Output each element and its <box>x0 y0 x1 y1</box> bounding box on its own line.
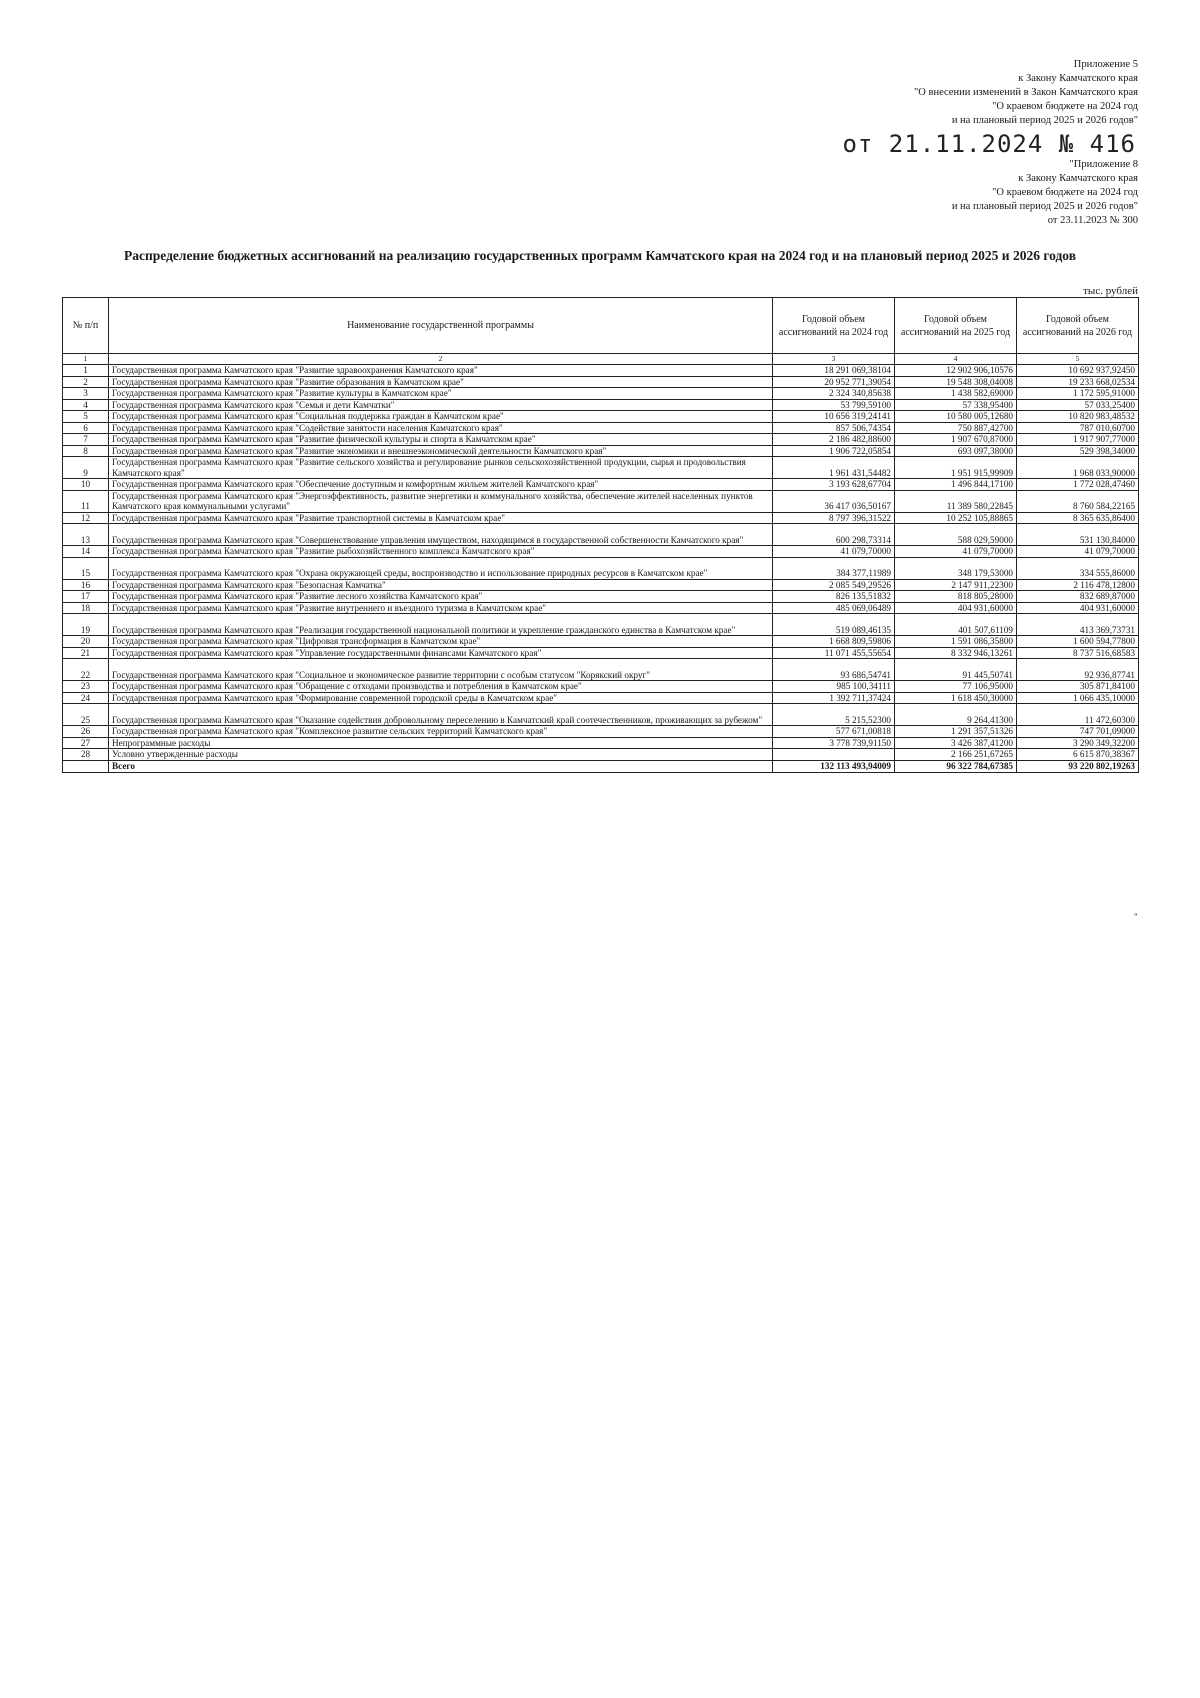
amount-2024: 3 778 739,91150 <box>773 737 895 749</box>
program-name: Государственная программа Камчатского края "Развитие транспортной системы в Камчатском крае" <box>109 512 773 524</box>
original-appendix-header-line: и на плановый период 2025 и 2026 годов" <box>951 201 1138 212</box>
total-2025: 96 322 784,67385 <box>895 760 1017 772</box>
amount-2025: 1 591 086,35800 <box>895 636 1017 648</box>
amount-2026: 832 689,87000 <box>1017 591 1139 603</box>
programs-table <box>62 297 1139 773</box>
amount-2024: 1 392 711,37424 <box>773 692 895 704</box>
amount-2026: 404 931,60000 <box>1017 602 1139 614</box>
amount-2025: 1 291 357,51326 <box>895 726 1017 738</box>
program-name: Непрограммные расходы <box>109 737 773 749</box>
original-appendix-header <box>952 158 1138 228</box>
amount-2026: 413 369,73731 <box>1017 614 1139 636</box>
table-row <box>63 365 1139 377</box>
amount-2025: 8 332 946,13261 <box>895 647 1017 659</box>
amount-2026: 1 600 594,77800 <box>1017 636 1139 648</box>
amount-2025: 2 147 911,22300 <box>895 579 1017 591</box>
appendix-header-line: Приложение 5 <box>1073 59 1138 70</box>
row-number: 17 <box>63 591 109 603</box>
program-name: Государственная программа Камчатского края "Развитие лесного хозяйства Камчатского края" <box>109 591 773 603</box>
program-name: Государственная программа Камчатского края "Комплексное развитие сельских территорий Камчатского края" <box>109 726 773 738</box>
amount-2025: 1 438 582,69000 <box>895 388 1017 400</box>
row-number: 28 <box>63 749 109 761</box>
program-name: Государственная программа Камчатского края "Совершенствование управления имуществом, находящимся в государственной собственности Камчатского края" <box>109 524 773 546</box>
program-name: Условно утвержденные расходы <box>109 749 773 761</box>
program-name: Государственная программа Камчатского края "Социальная поддержка граждан в Камчатском крае" <box>109 411 773 423</box>
amount-2024: 985 100,34111 <box>773 681 895 693</box>
total-2026: 93 220 802,19263 <box>1017 760 1139 772</box>
amount-2025: 91 445,50741 <box>895 659 1017 681</box>
amount-2024: 1 668 809,59806 <box>773 636 895 648</box>
amount-2024: 18 291 069,38104 <box>773 365 895 377</box>
amount-2024: 93 686,54741 <box>773 659 895 681</box>
table-body <box>63 365 1139 761</box>
program-name: Государственная программа Камчатского края "Формирование современной городской среды в Камчатском крае" <box>109 692 773 704</box>
amount-2025: 10 252 105,88865 <box>895 512 1017 524</box>
amount-2024: 600 298,73314 <box>773 524 895 546</box>
table-row <box>63 422 1139 434</box>
amount-2026: 10 692 937,92450 <box>1017 365 1139 377</box>
table-row <box>63 636 1139 648</box>
total-2024: 132 113 493,94009 <box>773 760 895 772</box>
amount-2026: 3 290 349,32200 <box>1017 737 1139 749</box>
amount-2024: 3 193 628,67704 <box>773 479 895 491</box>
amount-2024 <box>773 749 895 761</box>
column-index-row <box>63 354 1139 365</box>
row-number: 3 <box>63 388 109 400</box>
column-index: 5 <box>1017 354 1139 365</box>
amount-2026: 19 233 668,02534 <box>1017 376 1139 388</box>
row-number: 21 <box>63 647 109 659</box>
column-index: 1 <box>63 354 109 365</box>
amount-2025: 19 548 308,04008 <box>895 376 1017 388</box>
amount-2025: 348 179,53000 <box>895 557 1017 579</box>
row-number: 4 <box>63 399 109 411</box>
amount-2024: 10 656 319,24141 <box>773 411 895 423</box>
amount-2025: 2 166 251,67265 <box>895 749 1017 761</box>
program-name: Государственная программа Камчатского края "Оказание содействия добровольному переселению в Камчатский край соотечественников, проживающих за рубежом" <box>109 704 773 726</box>
appendix-header-line: "О внесении изменений в Закон Камчатского края <box>914 87 1138 98</box>
column-header-name: Наименование государственной программы <box>109 298 773 354</box>
amount-2026: 2 116 478,12800 <box>1017 579 1139 591</box>
appendix-header-line: "О краевом бюджете на 2024 год <box>992 101 1138 112</box>
row-number: 5 <box>63 411 109 423</box>
program-name: Государственная программа Камчатского края "Содействие занятости населения Камчатского края" <box>109 422 773 434</box>
amount-2024: 2 186 482,88600 <box>773 434 895 446</box>
program-name: Государственная программа Камчатского края "Обеспечение доступным и комфортным жильем жителей Камчатского края" <box>109 479 773 491</box>
amount-2025: 1 951 915,99909 <box>895 457 1017 479</box>
closing-quote-mark: " <box>1134 912 1138 922</box>
amount-2024: 485 069,06489 <box>773 602 895 614</box>
row-number: 9 <box>63 457 109 479</box>
table-row <box>63 557 1139 579</box>
amount-2026: 1 968 033,90000 <box>1017 457 1139 479</box>
original-appendix-header-line: от 23.11.2023 № 300 <box>1047 215 1138 226</box>
table-row <box>63 647 1139 659</box>
row-number: 22 <box>63 659 109 681</box>
program-name: Государственная программа Камчатского края "Развитие внутреннего и въездного туризма в Камчатском крае" <box>109 602 773 614</box>
column-header-2025: Годовой объем ассигнований на 2025 год <box>895 298 1017 354</box>
program-name: Государственная программа Камчатского края "Развитие экономики и внешнеэкономической деятельности Камчатского края" <box>109 445 773 457</box>
amount-2026: 531 130,84000 <box>1017 524 1139 546</box>
amount-2025: 1 618 450,30000 <box>895 692 1017 704</box>
program-name: Государственная программа Камчатского края "Охрана окружающей среды, воспроизводство и использование природных ресурсов в Камчатском крае" <box>109 557 773 579</box>
table-row <box>63 445 1139 457</box>
amount-2025: 9 264,41300 <box>895 704 1017 726</box>
amount-2026: 8 365 635,86400 <box>1017 512 1139 524</box>
amount-2025: 818 805,28000 <box>895 591 1017 603</box>
amount-2024: 1 906 722,05854 <box>773 445 895 457</box>
amount-2026: 787 010,60700 <box>1017 422 1139 434</box>
program-name: Государственная программа Камчатского края "Социальное и экономическое развитие территории с особым статусом "Корякский округ" <box>109 659 773 681</box>
amount-2025: 588 029,59000 <box>895 524 1017 546</box>
program-name: Государственная программа Камчатского края "Развитие рыбохозяйственного комплекса Камчатского края" <box>109 546 773 558</box>
amount-2026: 57 033,25400 <box>1017 399 1139 411</box>
table-row <box>63 434 1139 446</box>
document-title: Распределение бюджетных ассигнований на реализацию государственных программ Камчатского края на 2024 год и на плановый период 2025 и 2026 годов <box>123 248 1077 263</box>
amount-2025: 77 106,95000 <box>895 681 1017 693</box>
amount-2024: 41 079,70000 <box>773 546 895 558</box>
column-header-2026: Годовой объем ассигнований на 2026 год <box>1017 298 1139 354</box>
amount-2025: 10 580 005,12680 <box>895 411 1017 423</box>
amount-2026: 1 772 028,47460 <box>1017 479 1139 491</box>
amount-2026: 529 398,34000 <box>1017 445 1139 457</box>
row-number: 14 <box>63 546 109 558</box>
program-name: Государственная программа Камчатского края "Развитие здравоохранения Камчатского края" <box>109 365 773 377</box>
program-name: Государственная программа Камчатского края "Энергоэффективность, развитие энергетики и коммунального хозяйства, обеспечение жителей населенных пунктов Камчатского края коммунальными услугами" <box>109 490 773 512</box>
amount-2024: 11 071 455,55654 <box>773 647 895 659</box>
table-row <box>63 512 1139 524</box>
row-number: 12 <box>63 512 109 524</box>
amount-2024: 20 952 771,39054 <box>773 376 895 388</box>
amount-2026: 11 472,60300 <box>1017 704 1139 726</box>
program-name: Государственная программа Камчатского края "Обращение с отходами производства и потребления в Камчатском крае" <box>109 681 773 693</box>
amount-2026: 1 066 435,10000 <box>1017 692 1139 704</box>
original-appendix-header-line: "О краевом бюджете на 2024 год <box>992 187 1138 198</box>
row-number: 10 <box>63 479 109 491</box>
amount-2025: 404 931,60000 <box>895 602 1017 614</box>
table-row <box>63 726 1139 738</box>
amount-2024: 5 215,52300 <box>773 704 895 726</box>
amount-2024: 577 671,00818 <box>773 726 895 738</box>
appendix-header-line: к Закону Камчатского края <box>1018 73 1138 84</box>
total-number-cell <box>63 760 109 772</box>
row-number: 15 <box>63 557 109 579</box>
table-row <box>63 737 1139 749</box>
amount-2026: 747 701,09000 <box>1017 726 1139 738</box>
program-name: Государственная программа Камчатского края "Реализация государственной национальной политики и укрепление гражданского единства в Камчатском крае" <box>109 614 773 636</box>
amount-2026: 8 760 584,22165 <box>1017 490 1139 512</box>
row-number: 13 <box>63 524 109 546</box>
table-row <box>63 490 1139 512</box>
amount-2025: 11 389 580,22845 <box>895 490 1017 512</box>
amount-2025: 750 887,42700 <box>895 422 1017 434</box>
table-row <box>63 614 1139 636</box>
amount-2025: 57 338,95400 <box>895 399 1017 411</box>
table-header-row <box>63 298 1139 354</box>
table-row <box>63 579 1139 591</box>
column-index: 4 <box>895 354 1017 365</box>
column-header-number: № п/п <box>63 298 109 354</box>
amount-2026: 8 737 516,68583 <box>1017 647 1139 659</box>
column-header-2024: Годовой объем ассигнований на 2024 год <box>773 298 895 354</box>
amount-2024: 2 085 549,29526 <box>773 579 895 591</box>
row-number: 6 <box>63 422 109 434</box>
total-row <box>63 760 1139 772</box>
amount-2024: 36 417 036,50167 <box>773 490 895 512</box>
amount-2025: 693 097,38000 <box>895 445 1017 457</box>
row-number: 20 <box>63 636 109 648</box>
amount-2025: 3 426 387,41200 <box>895 737 1017 749</box>
table-row <box>63 524 1139 546</box>
appendix-header-line: и на плановый период 2025 и 2026 годов" <box>951 115 1138 126</box>
amount-2024: 826 135,51832 <box>773 591 895 603</box>
original-appendix-header-line: "Приложение 8 <box>1069 159 1138 170</box>
table-row <box>63 681 1139 693</box>
amount-2024: 53 799,59100 <box>773 399 895 411</box>
amount-2024: 384 377,11989 <box>773 557 895 579</box>
row-number: 2 <box>63 376 109 388</box>
amount-2025: 1 496 844,17100 <box>895 479 1017 491</box>
table-row <box>63 546 1139 558</box>
original-appendix-header-line: к Закону Камчатского края <box>1018 173 1138 184</box>
table-row <box>63 411 1139 423</box>
row-number: 26 <box>63 726 109 738</box>
table-row <box>63 399 1139 411</box>
row-number: 16 <box>63 579 109 591</box>
row-number: 27 <box>63 737 109 749</box>
amount-2026: 92 936,87741 <box>1017 659 1139 681</box>
row-number: 7 <box>63 434 109 446</box>
program-name: Государственная программа Камчатского края "Развитие физической культуры и спорта в Камчатском крае" <box>109 434 773 446</box>
table-row <box>63 591 1139 603</box>
table-row <box>63 659 1139 681</box>
row-number: 18 <box>63 602 109 614</box>
table-row <box>63 376 1139 388</box>
program-name: Государственная программа Камчатского края "Семья и дети Камчатки" <box>109 399 773 411</box>
units-label: тыс. рублей <box>1083 285 1138 297</box>
amount-2024: 519 089,46135 <box>773 614 895 636</box>
row-number: 1 <box>63 365 109 377</box>
amount-2025: 41 079,70000 <box>895 546 1017 558</box>
row-number: 19 <box>63 614 109 636</box>
row-number: 11 <box>63 490 109 512</box>
amount-2026: 41 079,70000 <box>1017 546 1139 558</box>
amount-2025: 401 507,61109 <box>895 614 1017 636</box>
program-name: Государственная программа Камчатского края "Развитие культуры в Камчатском крае" <box>109 388 773 400</box>
amount-2024: 1 961 431,54482 <box>773 457 895 479</box>
amount-2024: 857 506,74354 <box>773 422 895 434</box>
table-row <box>63 692 1139 704</box>
column-index: 3 <box>773 354 895 365</box>
amount-2026: 6 615 870,38367 <box>1017 749 1139 761</box>
amount-2026: 334 555,86000 <box>1017 557 1139 579</box>
amount-2024: 8 797 396,31522 <box>773 512 895 524</box>
law-date-number-stamp: от 21.11.2024 № 416 <box>842 130 1136 158</box>
table-row <box>63 479 1139 491</box>
amount-2026: 1 172 595,91000 <box>1017 388 1139 400</box>
table-row <box>63 457 1139 479</box>
amount-2026: 10 820 983,48532 <box>1017 411 1139 423</box>
table-row <box>63 749 1139 761</box>
row-number: 24 <box>63 692 109 704</box>
amount-2025: 1 907 670,87000 <box>895 434 1017 446</box>
row-number: 25 <box>63 704 109 726</box>
program-name: Государственная программа Камчатского края "Развитие образования в Камчатском крае" <box>109 376 773 388</box>
amount-2025: 12 902 906,10576 <box>895 365 1017 377</box>
table-row <box>63 602 1139 614</box>
program-name: Государственная программа Камчатского края "Развитие сельского хозяйства и регулирование рынков сельскохозяйственной продукции, сырья и продовольствия Камчатского края" <box>109 457 773 479</box>
table-row <box>63 388 1139 400</box>
program-name: Государственная программа Камчатского края "Управление государственными финансами Камчатского края" <box>109 647 773 659</box>
row-number: 8 <box>63 445 109 457</box>
program-name: Государственная программа Камчатского края "Цифровая трансформация в Камчатском крае" <box>109 636 773 648</box>
amount-2024: 2 324 340,85638 <box>773 388 895 400</box>
column-index: 2 <box>109 354 773 365</box>
program-name: Государственная программа Камчатского края "Безопасная Камчатка" <box>109 579 773 591</box>
row-number: 23 <box>63 681 109 693</box>
amount-2026: 1 917 907,77000 <box>1017 434 1139 446</box>
amount-2026: 305 871,84100 <box>1017 681 1139 693</box>
table-row <box>63 704 1139 726</box>
appendix-header <box>914 58 1138 128</box>
total-label: Всего <box>109 760 773 772</box>
